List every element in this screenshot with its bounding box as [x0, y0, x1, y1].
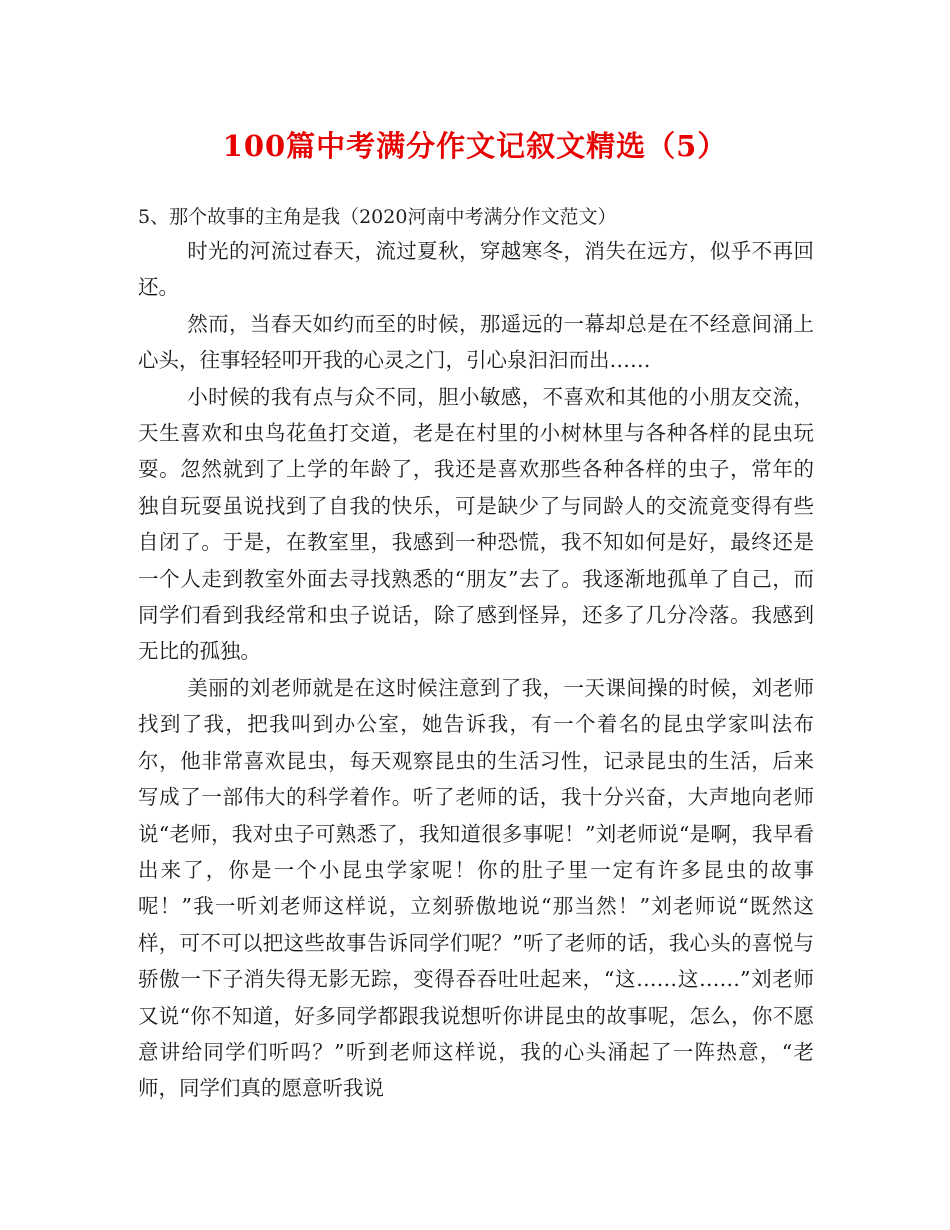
essay-heading: 5、那个故事的主角是我（2020河南中考满分作文范文） [138, 206, 617, 228]
paragraph: 美丽的刘老师就是在这时候注意到了我，一天课间操的时候，刘老师找到了我，把我叫到办公室，她告诉我，有一个着名的昆虫学家叫法布尔，他非常喜欢昆虫，每天观察昆虫的生活习性，记录昆虫的生活，后来写成了一部伟大的科学着作。听了老师的话，我十分兴奋，大声地向老师说“老师，我对虫子可熟悉了，我知道很多事呢！”刘老师说“是啊，我早看出来了，你是一个小昆虫学家呢！你的肚子里一定有许多昆虫的故事呢！”我一听刘老师这样说，立刻骄傲地说“那当然！”刘老师说“既然这样，可不可以把这些故事告诉同学们呢？”听了老师的话，我心头的喜悦与骄傲一下子消失得无影无踪，变得吞吞吐吐起来，“这……这……”刘老师又说“你不知道，好多同学都跟我说想听你讲昆虫的故事呢，怎么，你不愿意讲给同学们听吗？”听到老师这样说，我的心头涌起了一阵热意，“老师，同学们真的愿意听我说 [138, 675, 814, 1101]
paragraph: 时光的河流过春天，流过夏秋，穿越寒冬，消失在远方，似乎不再回还。 [138, 239, 814, 300]
paragraph: 小时候的我有点与众不同，胆小敏感，不喜欢和其他的小朋友交流，天生喜欢和虫鸟花鱼打交道，老是在村里的小树林里与各种各样的昆虫玩耍。忽然就到了上学的年龄了，我还是喜欢那些各种各样的虫子，常年的独自玩耍虽说找到了自我的快乐，可是缺少了与同龄人的交流竟变得有些自闭了。于是，在教室里，我感到一种恐慌，我不知如何是好，最终还是一个人走到教室外面去寻找熟悉的“朋友”去了。我逐渐地孤单了自己，而同学们看到我经常和虫子说话，除了感到怪异，还多了几分冷落。我感到无比的孤独。 [138, 384, 814, 664]
document-title: 100篇中考满分作文记叙文精选（5） [222, 129, 728, 163]
paragraph: 然而，当春天如约而至的时候，那遥远的一幕却总是在不经意间涌上心头，往事轻轻叩开我的心灵之门，引心泉汩汩而出…… [138, 311, 814, 373]
essay-body [138, 233, 814, 1107]
